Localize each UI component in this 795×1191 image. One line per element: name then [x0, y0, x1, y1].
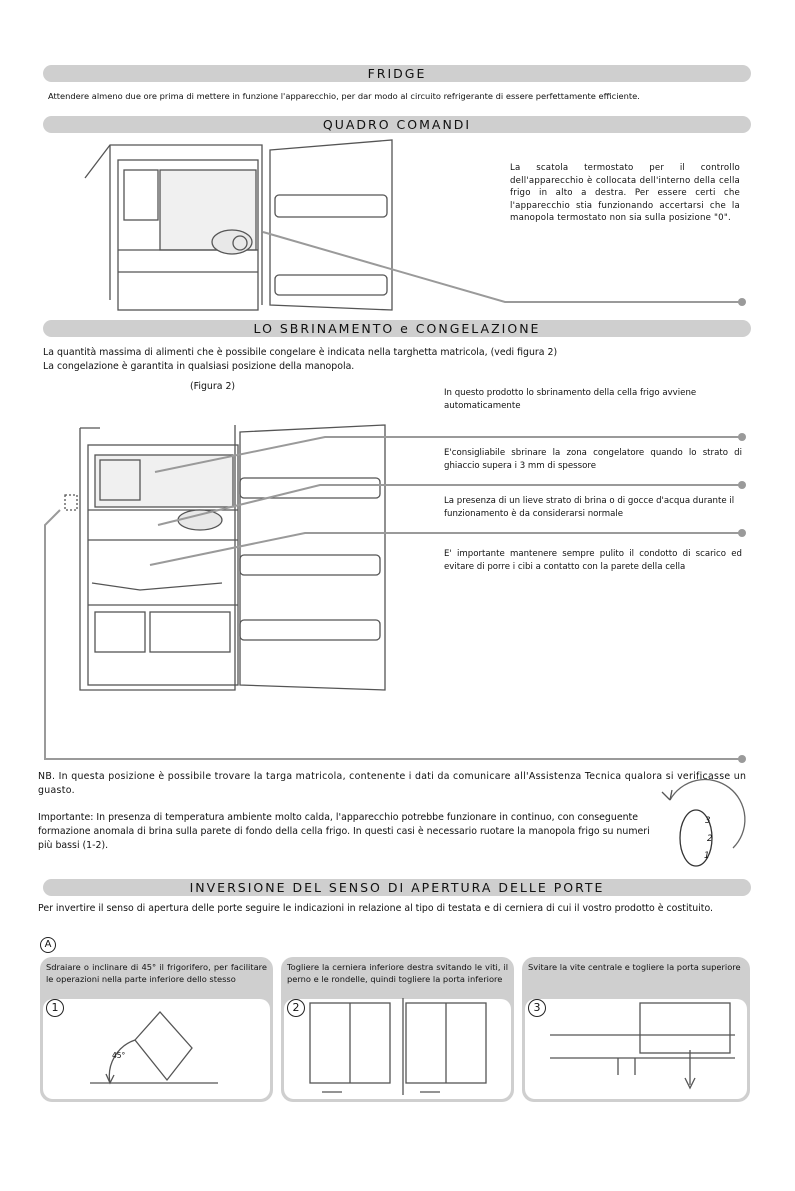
step-1-text: Sdraiare o inclinare di 45° il frigorifero, per facilitare le operazioni nella parte inferiore dello stesso	[46, 962, 267, 984]
section-title-doors: INVERSIONE DEL SENSO DI APERTURA DELLE PORTE	[43, 879, 751, 896]
nb-note: NB. In questa posizione è possibile trovare la targa matricola, contenente i dati da comunicare all'Assistenza Tecnica qualora si verificasse un guasto.	[38, 771, 747, 796]
knob-number-3: 3	[705, 816, 711, 826]
defrost-line-2: La congelazione è garantita in qualsiasi posizione della manopola.	[43, 361, 355, 372]
section-title-defrost: LO SBRINAMENTO e CONGELAZIONE	[43, 320, 751, 337]
fridge-intro: Attendere almeno due ore prima di mettere in funzione l'apparecchio, per dar modo al circuito refrigerante di essere perfettamente efficiente.	[48, 91, 640, 101]
knob-number-1: 1	[704, 851, 710, 861]
angle-label: 45°	[112, 1051, 126, 1060]
important-note: Importante: In presenza di temperatura ambiente molto calda, l'apparecchio potrebbe funzionare in continuo, con conseguente formazione anomala di brina sulla parete di fondo della cella frigo. In questi casi è necessario ruotare la manopola frigo su numeri più bassi (1-2).	[38, 812, 650, 851]
callout-dot	[738, 298, 746, 306]
section-title-controls: QUADRO COMANDI	[43, 116, 751, 133]
step-3-text: Svitare la vite centrale e togliere la porta superiore	[528, 962, 741, 972]
section-title-fridge: FRIDGE	[43, 65, 751, 82]
defrost-note-1: In questo prodotto lo sbrinamento della cella frigo avviene automaticamente	[444, 388, 697, 411]
variant-a-badge: A	[40, 937, 56, 953]
callout-dot	[738, 755, 746, 763]
step-3-number: 3	[528, 999, 546, 1017]
callout-dot	[738, 481, 746, 489]
defrost-line-1: La quantità massima di alimenti che è possibile congelare è indicata nella targhetta matricola, (vedi figura 2)	[43, 347, 558, 358]
callout-dot	[738, 433, 746, 441]
defrost-note-4: E' importante mantenere sempre pulito il condotto di scarico ed evitare di porre i cibi a contatto con la parete della cella	[444, 549, 742, 572]
doors-intro: Per invertire il senso di apertura delle porte seguire le indicazioni in relazione al tipo di testata e di cerniera di cui il vostro prodotto è costituito.	[38, 903, 714, 914]
fridge-defrost-illustration	[65, 425, 385, 690]
figure-2-label: (Figura 2)	[190, 381, 236, 392]
step-1-number: 1	[46, 999, 64, 1017]
top-door-removal-illustration	[550, 1003, 735, 1088]
controls-description: La scatola termostato per il controllo dell'apparecchio è collocata dell'interno della cella frigo in alto a destra. Per essere certi che l'apparecchio stia funzionando accertarsi che la manopola termostato non sia sulla posizione "0".	[510, 163, 740, 223]
knob-number-2: 2	[707, 834, 713, 844]
callout-dot	[738, 529, 746, 537]
tilted-fridge-illustration	[90, 1012, 218, 1083]
defrost-note-3: La presenza di un lieve strato di brina o di gocce d'acqua durante il funzionamento è da considerarsi normale	[444, 496, 735, 519]
fridge-control-illustration	[85, 140, 392, 310]
step-2-number: 2	[287, 999, 305, 1017]
defrost-note-2: E'consigliabile sbrinare la zona congelatore quando lo strato di ghiaccio supera i 3 mm di spessore	[444, 448, 742, 471]
hinge-removal-illustration	[310, 998, 486, 1095]
step-2-text: Togliere la cerniera inferiore destra svitando le viti, il perno e le rondelle, quindi togliere la porta inferiore	[287, 962, 508, 984]
